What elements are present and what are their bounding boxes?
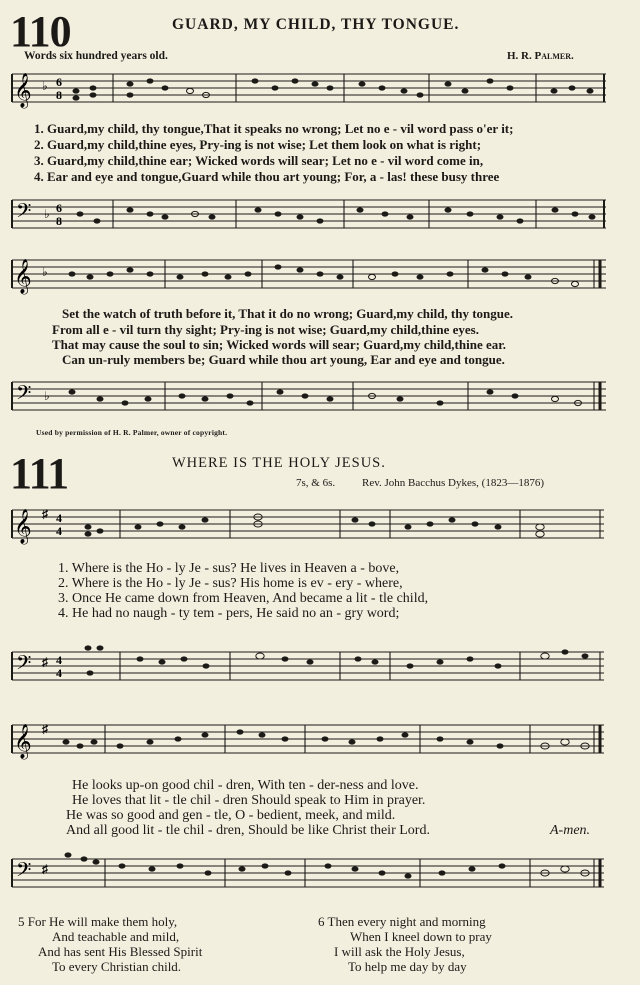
- hymn-111-staff-treble-2: [0, 715, 640, 775]
- hymn-110-words-credit: Words six hundred years old.: [24, 50, 168, 62]
- hymn-110-copyright: Used by permission of H. R. Palmer, owner of copyright.: [36, 428, 228, 437]
- svg-text:8: 8: [56, 88, 62, 102]
- hymn-111-verse-2b: He loves that lit - tle chil - dren Should speak to Him in prayer.: [72, 793, 426, 808]
- hymn-111-staff-treble-1: [0, 500, 640, 560]
- hymn-111-composer: Rev. John Bacchus Dykes, (1823—1876): [362, 477, 544, 489]
- hymn-110-verse-1a: 1. Guard,my child, thy tongue,That it speaks no wrong; Let no e - vil word pass o'er it;: [34, 121, 514, 136]
- svg-text:𝄞: 𝄞: [14, 509, 32, 544]
- svg-text:4: 4: [56, 653, 62, 667]
- hymn-111-stanza-6-line-3: I will ask the Holy Jesus,: [334, 944, 465, 959]
- svg-text:𝄢: 𝄢: [16, 199, 32, 227]
- svg-text:4: 4: [56, 511, 62, 525]
- hymn-111-stanza-5-line-3: And has sent His Blessed Spirit: [38, 944, 203, 959]
- svg-text:♭: ♭: [44, 207, 50, 221]
- hymn-110-staff-bass-1: [0, 188, 640, 248]
- hymn-111-staff-bass-2: [0, 845, 640, 905]
- hymn-111-amen: A-men.: [550, 823, 591, 838]
- svg-text:6: 6: [56, 75, 62, 89]
- hymn-110-verse-4a: 4. Ear and eye and tongue,Guard while thou art young; For, a - las! these busy three: [34, 169, 500, 184]
- hymn-110-staff-bass-2: [0, 370, 640, 430]
- svg-text:♯: ♯: [42, 862, 48, 876]
- svg-text:𝄞: 𝄞: [14, 724, 32, 759]
- svg-text:4: 4: [56, 524, 62, 538]
- hymn-111-stanza-5-line-1: 5 For He will make them holy,: [18, 914, 178, 929]
- svg-text:♯: ♯: [42, 507, 48, 521]
- hymn-111-stanza-6-line-4: To help me day by day: [348, 959, 467, 974]
- svg-text:𝄞: 𝄞: [14, 259, 32, 294]
- hymn-111-stanza-5-line-2: And teachable and mild,: [52, 929, 180, 944]
- hymn-111-verse-4b: And all good lit - tle chil - dren, Should be like Christ their Lord.: [66, 823, 430, 838]
- svg-text:♯: ♯: [42, 722, 48, 736]
- hymn-111-verse-3b: He was so good and gen - tle, O - bedient, meek, and mild.: [66, 808, 396, 823]
- hymn-111-staff-bass-1: [0, 632, 640, 692]
- svg-text:4: 4: [56, 666, 62, 680]
- hymn-110-verse-2a: 2. Guard,my child,thine eyes, Pry-ing is not wise; Let them look on what is right;: [34, 137, 482, 152]
- hymn-111-verse-1b: He looks up-on good chil - dren, With ten - der-ness and love.: [72, 778, 419, 793]
- svg-text:8: 8: [56, 214, 62, 228]
- svg-text:𝄢: 𝄢: [16, 651, 32, 679]
- hymn-111-verse-1a: 1. Where is the Ho - ly Je - sus? He lives in Heaven a - bove,: [58, 561, 400, 576]
- notes: [73, 78, 594, 100]
- hymn-111-stanza-6-line-1: 6 Then every night and morning: [318, 914, 486, 929]
- svg-text:𝄢: 𝄢: [16, 381, 32, 409]
- svg-text:♭: ♭: [42, 79, 48, 93]
- svg-text:𝄢: 𝄢: [16, 858, 32, 886]
- hymn-110-verse-3a: 3. Guard,my child,thine ear; Wicked words will sear; Let no e - vil word come in,: [34, 153, 484, 168]
- hymn-111-stanza-5-line-4: To every Christian child.: [52, 959, 182, 974]
- hymn-111-meter: 7s, & 6s.: [296, 477, 336, 489]
- hymn-111-verse-4a: 4. He had no naugh - ty tem - pers, He said no an - gry word;: [58, 606, 400, 621]
- hymn-110-verse-2b: From all e - vil turn thy sight; Pry-ing is not wise; Guard,my child,thine eyes.: [52, 322, 479, 337]
- hymn-110-number: 110: [10, 7, 71, 56]
- svg-text:♭: ♭: [42, 265, 48, 279]
- svg-text:♯: ♯: [42, 655, 48, 669]
- hymn-111-title: WHERE IS THE HOLY JESUS.: [172, 455, 386, 471]
- hymn-111-verse-3a: 3. Once He came down from Heaven, And became a lit - tle child,: [58, 591, 429, 606]
- hymn-110-staff-treble-1: [0, 64, 640, 124]
- hymn-110-staff-treble-2: [0, 250, 640, 310]
- svg-text:𝄞: 𝄞: [14, 73, 32, 108]
- svg-text:6: 6: [56, 201, 62, 215]
- svg-text:♭: ♭: [44, 389, 50, 403]
- hymn-111-number: 111: [10, 449, 69, 498]
- hymn-110-verse-4b: Can un-ruly members be; Guard while thou art young, Ear and eye and tongue.: [62, 352, 505, 367]
- hymn-110-composer: H. R. Palmer.: [507, 50, 574, 62]
- hymn-110-verse-1b: Set the watch of truth before it, That it do no wrong; Guard,my child, thy tongue.: [62, 306, 514, 321]
- hymn-110-title: GUARD, MY CHILD, THY TONGUE.: [172, 16, 460, 33]
- hymn-110-verse-3b: That may cause the soul to sin; Wicked words will sear; Guard,my child,thine ear.: [52, 337, 507, 352]
- hymn-111-stanza-6-line-2: When I kneel down to pray: [350, 929, 492, 944]
- hymn-111-verse-2a: 2. Where is the Ho - ly Je - sus? His home is ev - ery - where,: [58, 576, 403, 591]
